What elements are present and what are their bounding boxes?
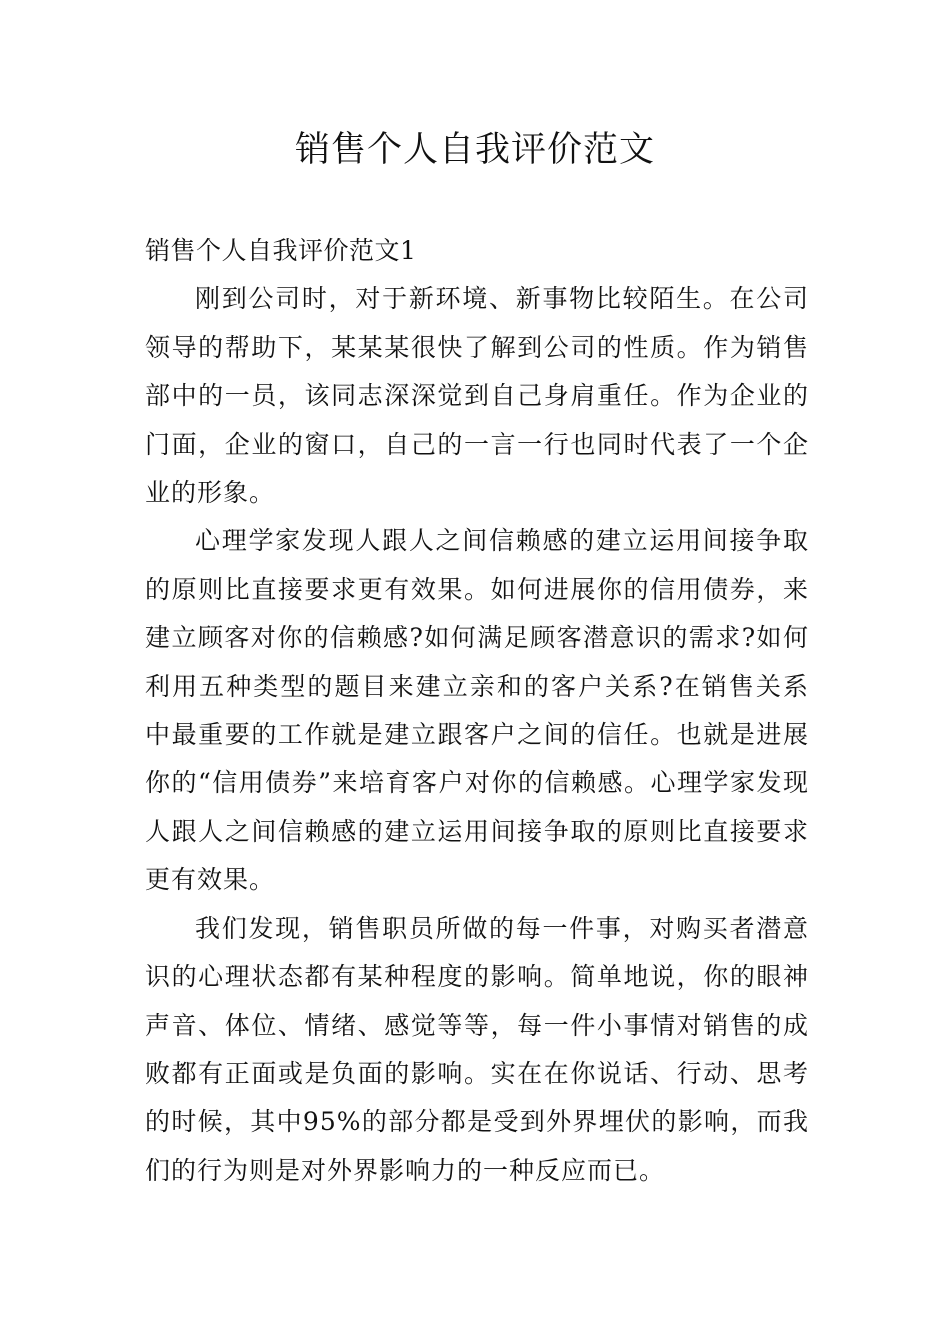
document-title: 销售个人自我评价范文 — [294, 130, 655, 170]
paragraph-2: 心理学家发现人跟人之间信赖感的建立运用间接争取的原则比直接要求更有效果。如何进展你的信用债券，来建立顾客对你的信赖感?如何满足顾客潜意识的需求?如何利用五种类型的题目来建立亲和的客户关系?在销售关系中最重要的工作就是建立跟客户之间的信任。也就是进展你的“信用债券”来培育客户对你的信赖感。心理学家发现人跟人之间信赖感的建立运用间接争取的原则比直接要求更有效果。 — [145, 526, 809, 895]
paragraph-1: 刚到公司时，对于新环境、新事物比较陌生。在公司领导的帮助下，某某某很快了解到公司的性质。作为销售部中的一员，该同志深深觉到自己身肩重任。作为企业的门面，企业的窗口，自己的一言一行也同时代表了一个企业的形象。 — [145, 284, 809, 508]
document-body — [145, 227, 809, 1195]
section-heading: 销售个人自我评价范文1 — [145, 236, 417, 265]
paragraph-3: 我们发现，销售职员所做的每一件事，对购买者潜意识的心理状态都有某种程度的影响。简单地说，你的眼神声音、体位、情绪、感觉等等，每一件小事情对销售的成败都有正面或是负面的影响。实在在你说话、行动、思考的时候，其中95%的部分都是受到外界埋伏的影响，而我们的行为则是对外界影响力的一种反应而已。 — [145, 913, 809, 1185]
